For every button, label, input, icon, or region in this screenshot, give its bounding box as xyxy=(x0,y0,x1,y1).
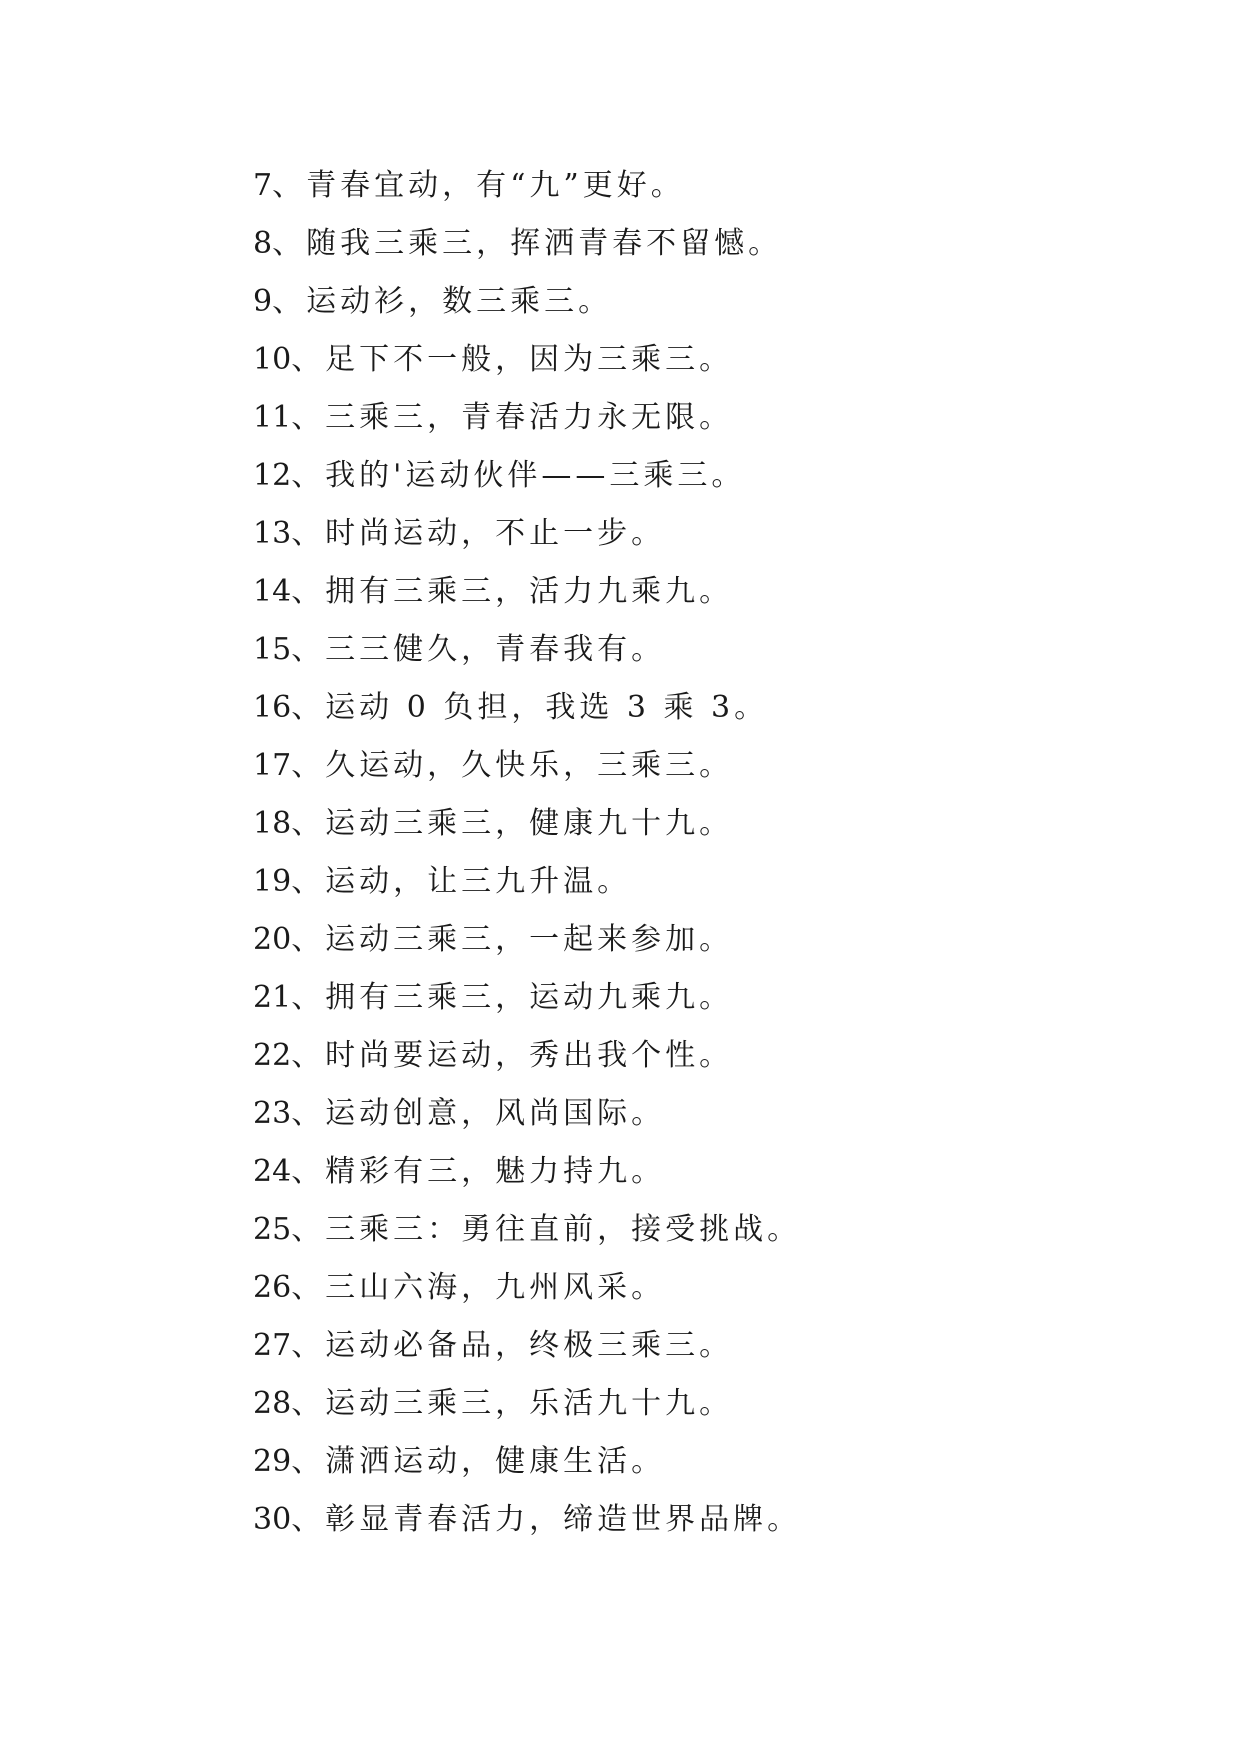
item-number: 18 xyxy=(253,806,292,841)
item-text: 、拥有三乘三，运动九乘九。 xyxy=(291,980,734,1015)
list-item xyxy=(253,389,801,447)
list-item xyxy=(253,1027,801,1085)
item-text: 、潇洒运动，健康生活。 xyxy=(291,1444,666,1479)
item-text: 、时尚要运动，秀出我个性。 xyxy=(291,1038,734,1073)
item-number: 15 xyxy=(253,632,292,667)
list-item xyxy=(253,911,801,969)
list-item xyxy=(253,969,801,1027)
list-item xyxy=(253,157,801,215)
item-number: 20 xyxy=(253,922,292,957)
item-text: 、随我三乘三，挥洒青春不留憾。 xyxy=(272,226,783,261)
item-number: 22 xyxy=(253,1038,292,1073)
item-number: 23 xyxy=(253,1096,292,1131)
item-text: 、运动三乘三，健康九十九。 xyxy=(291,806,734,841)
item-text: 、青春宜动，有“九”更好。 xyxy=(272,168,685,203)
item-number: 9 xyxy=(253,284,273,319)
list-item xyxy=(253,853,801,911)
item-text: 、久运动，久快乐，三乘三。 xyxy=(291,748,734,783)
item-text: 、时尚运动，不止一步。 xyxy=(291,516,666,551)
item-number: 21 xyxy=(253,980,292,1015)
list-item xyxy=(253,505,801,563)
item-number: 17 xyxy=(253,748,292,783)
item-number: 30 xyxy=(253,1502,292,1537)
item-number: 12 xyxy=(253,458,292,493)
item-text: 、彰显青春活力，缔造世界品牌。 xyxy=(291,1502,802,1537)
item-text: 、运动必备品，终极三乘三。 xyxy=(291,1328,734,1363)
item-number: 29 xyxy=(253,1444,292,1479)
list-item xyxy=(253,1433,801,1491)
list-item xyxy=(253,563,801,621)
list-item xyxy=(253,331,801,389)
list-item xyxy=(253,621,801,679)
item-text: 、精彩有三，魅力持九。 xyxy=(291,1154,666,1189)
list-item xyxy=(253,737,801,795)
list-item xyxy=(253,795,801,853)
item-text: 、运动三乘三，一起来参加。 xyxy=(291,922,734,957)
list-item xyxy=(253,1085,801,1143)
item-text: 、拥有三乘三，活力九乘九。 xyxy=(291,574,734,609)
list-item xyxy=(253,447,801,505)
item-number: 13 xyxy=(253,516,292,551)
item-number: 16 xyxy=(253,690,292,725)
item-text: 、三乘三，青春活力永无限。 xyxy=(291,400,734,435)
item-number: 26 xyxy=(253,1270,292,1305)
item-text: 、我的'运动伙伴——三乘三。 xyxy=(291,458,746,493)
item-number: 11 xyxy=(253,400,292,435)
list-item xyxy=(253,679,801,737)
item-text: 、三山六海，九州风采。 xyxy=(291,1270,666,1305)
item-number: 25 xyxy=(253,1212,292,1247)
item-number: 7 xyxy=(253,168,273,203)
item-text: 、足下不一般，因为三乘三。 xyxy=(291,342,734,377)
list-item xyxy=(253,273,801,331)
item-text: 、三三健久，青春我有。 xyxy=(291,632,666,667)
item-number: 8 xyxy=(253,226,273,261)
item-text: 、三乘三：勇往直前，接受挑战。 xyxy=(291,1212,802,1247)
list-item xyxy=(253,1259,801,1317)
list-item xyxy=(253,215,801,273)
item-number: 10 xyxy=(253,342,292,377)
list-item xyxy=(253,1491,801,1549)
item-number: 14 xyxy=(253,574,292,609)
item-text: 、运动，让三九升温。 xyxy=(291,864,632,899)
item-text: 、运动三乘三，乐活九十九。 xyxy=(291,1386,734,1421)
slogan-list xyxy=(253,157,801,1549)
list-item xyxy=(253,1375,801,1433)
item-number: 19 xyxy=(253,864,292,899)
item-number: 27 xyxy=(253,1328,292,1363)
list-item xyxy=(253,1143,801,1201)
item-text: 、运动创意，风尚国际。 xyxy=(291,1096,666,1131)
item-number: 28 xyxy=(253,1386,292,1421)
item-text: 、运动衫，数三乘三。 xyxy=(272,284,613,319)
item-number: 24 xyxy=(253,1154,292,1189)
item-text: 、运动 0 负担，我选 3 乘 3。 xyxy=(291,690,769,725)
list-item xyxy=(253,1201,801,1259)
list-item xyxy=(253,1317,801,1375)
